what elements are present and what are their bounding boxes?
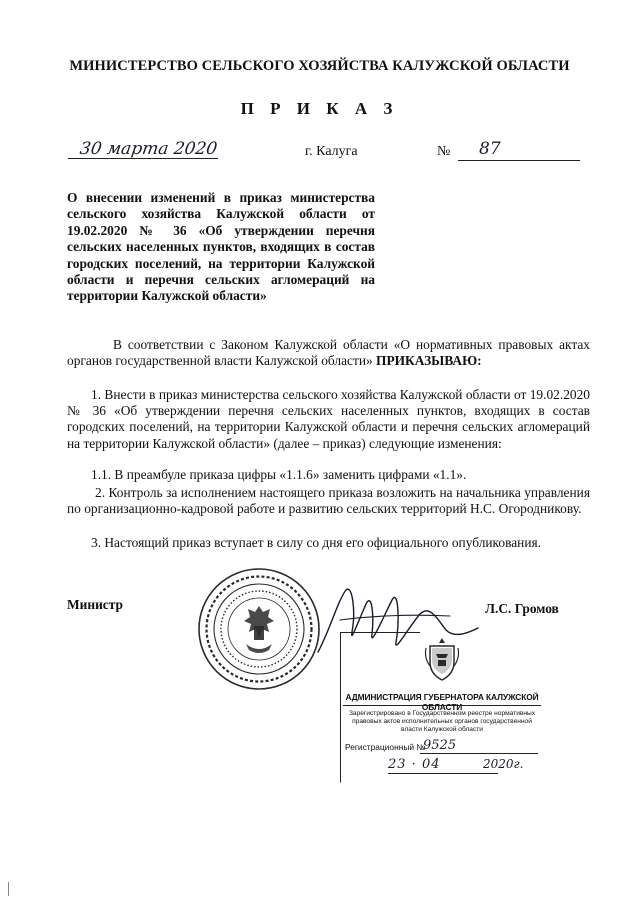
registration-date-handwritten: 23 · 04 xyxy=(388,757,441,772)
ministry-name: МИНИСТЕРСТВО СЕЛЬСКОГО ХОЗЯЙСТВА КАЛУЖСКОЙ ОБЛАСТИ xyxy=(69,58,570,74)
registration-description: Зарегистрировано в Государственном реестре нормативных правовых актов исполнительных органов государственной власти Калужской области xyxy=(348,710,536,734)
registration-title-underline xyxy=(343,705,541,706)
order-city: г. Калуга xyxy=(305,144,358,159)
registration-number-handwritten: 9525 xyxy=(423,738,457,753)
order-number-label: № xyxy=(437,144,451,159)
signer-name: Л.С. Громов xyxy=(485,601,559,616)
kaluga-coat-of-arms-icon xyxy=(422,636,462,682)
order-item-1-1: 1.1. В преамбуле приказа цифры «1.1.6» заменить цифрами «1.1». xyxy=(91,467,467,482)
order-item-1: 1. Внести в приказ министерства сельского хозяйства Калужской области от 19.02.2020 № 36 «Об утверждении перечня сельских населенных пунктов, входящих в состав городских поселений, на территории Калужской области и перечня сельских агломераций на территории Калужской области» (далее – приказ) следующие изменения: xyxy=(67,387,590,451)
scan-edge-mark xyxy=(8,882,9,896)
registration-authority-title: АДМИНИСТРАЦИЯ ГУБЕРНАТОРА КАЛУЖСКОЙ ОБЛАСТИ xyxy=(345,692,539,712)
order-date-handwritten: 30 марта 2020 xyxy=(78,139,219,159)
order-item-2: 2. Контроль за исполнением настоящего приказа возложить на начальника управления по организационно-кадровой работе и развитию сельских территорий Н.С. Огородникову. xyxy=(67,485,590,517)
registration-stamp-top-border xyxy=(340,632,420,633)
registration-date-underline xyxy=(388,773,498,774)
registration-number-underline xyxy=(420,753,538,754)
registration-number-label: Регистрационный № xyxy=(345,742,426,752)
signer-title: Министр xyxy=(67,597,123,612)
order-keyword: ПРИКАЗЫВАЮ: xyxy=(376,353,482,369)
order-date-underline xyxy=(68,158,218,159)
order-subject: О внесении изменений в приказ министерства сельского хозяйства Калужской области от 19.02.2020 № 36 «Об утверждении перечня сельских населенных пунктов, входящих в состав городских поселений, на территории Калужской области и перечня сельских агломераций на территории Калужской области» xyxy=(67,190,375,304)
preamble-text: В соответствии с Законом Калужской области «О нормативных правовых актах органов государственной власти Калужской области» xyxy=(67,337,590,369)
order-number-underline xyxy=(458,160,580,161)
registration-year-handwritten: 2020г. xyxy=(483,757,524,771)
order-item-3: 3. Настоящий приказ вступает в силу со дня его официального опубликования. xyxy=(91,535,541,550)
preamble-paragraph xyxy=(67,337,590,369)
order-number-handwritten: 87 xyxy=(479,139,501,159)
document-type-title: П Р И К А З xyxy=(240,99,399,118)
